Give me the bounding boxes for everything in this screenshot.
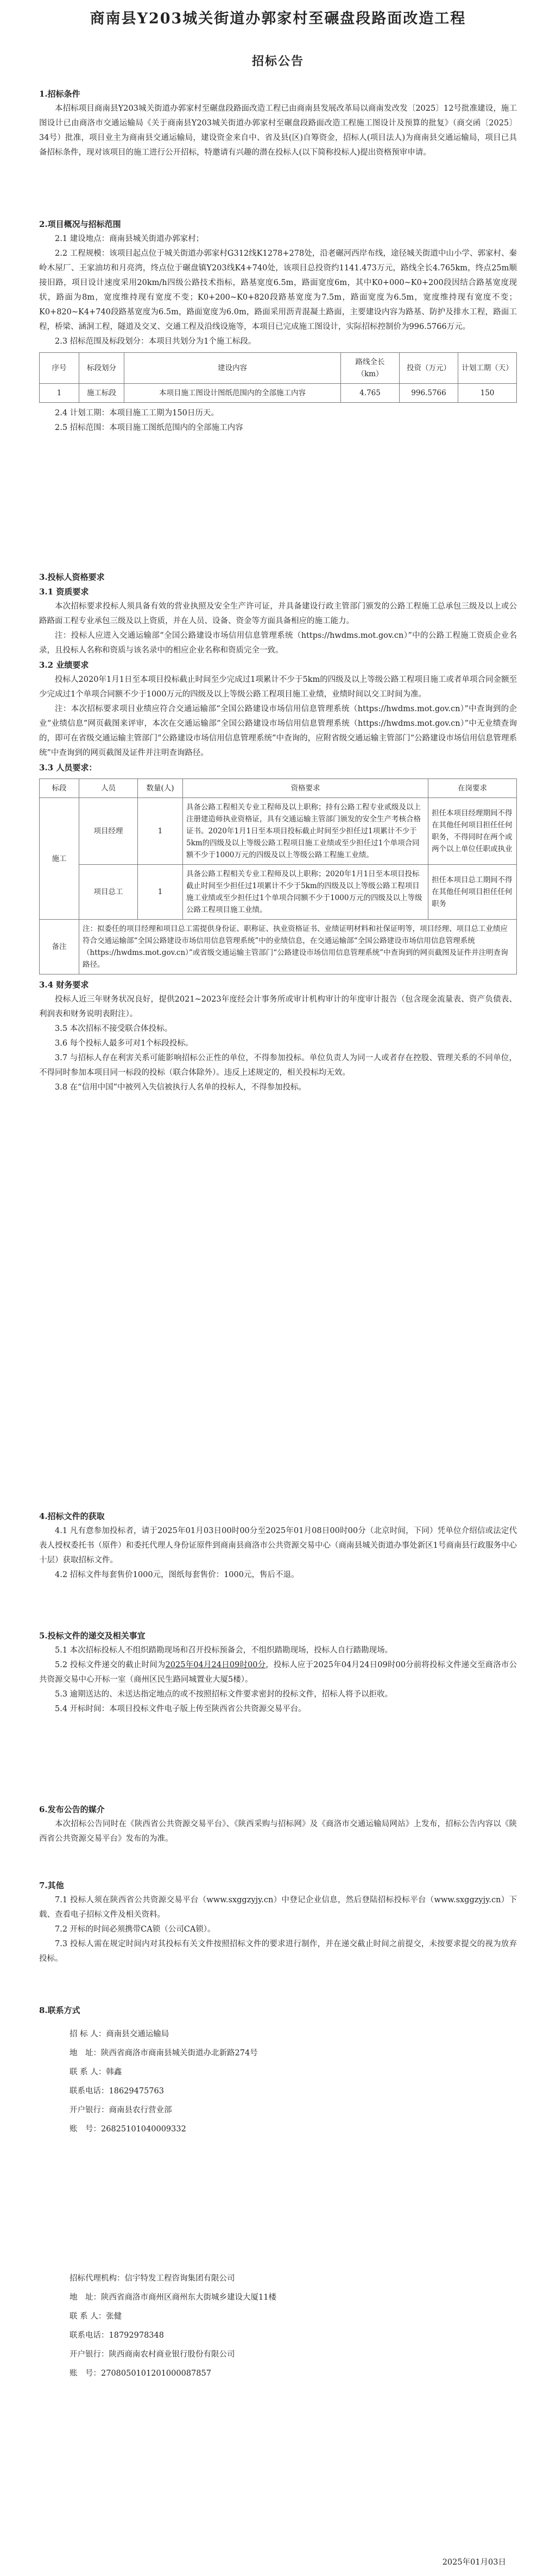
- paragraph: 7.3 投标人需在规定时间内对其投标有关文件按照招标文件的要求进行制作，并在递交截止时间之前提交，未按要求提交的视为放弃投标。: [39, 1940, 517, 1963]
- contact-line: 开户银行：商南县农行营业部: [70, 2106, 172, 2115]
- table-header: 在岗要求: [428, 779, 517, 798]
- section-6: [39, 1802, 517, 1846]
- table-cell: 施工: [40, 798, 79, 920]
- text-span: 5.2 投标文件递交的截止时间为: [55, 1661, 166, 1669]
- table-header: 标段: [40, 779, 79, 798]
- table-cell: 4.765: [341, 384, 400, 403]
- contact-line: 地 址：陕西省商洛市商南县城关街道办北新路274号: [70, 2049, 258, 2058]
- table-cell: 注：拟委任的项目经理和项目总工需提供身份证、职称证、执业资格证书、业绩证明材料和社保证明等，项目经理、项目总工业绩应符合交通运输部“全国公路建设市场信用信息管理系统”中的业绩信息，在交通运输部“全国公路建设市场信用信息管理系统（https://hwdms.mot.gov.cn）”或省级交通运输主管部门“公路建设市场信用信息管理系统”中查询到的网页截图及证件并注明查询路径。: [79, 920, 517, 974]
- table-header: 资格要求: [183, 779, 428, 798]
- table-cell: 150: [458, 384, 517, 403]
- table-header: 投资（万元）: [400, 353, 458, 384]
- page-title: 商南县Y203城关街道办郭家村至碾盘段路面改造工程: [90, 10, 466, 27]
- table-cell: 担任本项目经理期间不得在其他任何项目担任任何职务，不得同时在两个或两个以上单位任职或执业: [428, 798, 517, 865]
- section-2: [39, 217, 517, 435]
- contact-line: 招标代理机构：信宇特发工程咨询集团有限公司: [70, 2274, 235, 2283]
- section-5: [39, 1629, 517, 1717]
- paragraph: 投标人2020年1月1日至本项目投标截止时间至少完成过1项累计不少于5km的四级及以上等级公路工程项目施工或者单项合同金额至少完成过1个单项合同额不少于1000万元的四级及以上等级公路工程项目施工业绩，业绩时间以交工时间为准。: [39, 675, 517, 699]
- table-header-row: [40, 353, 517, 384]
- paragraph: 2.1 建设地点：商南县城关街道办郭家村；: [55, 235, 204, 243]
- paragraph: 5.1 本次招标投标人不组织踏勘现场和召开投标预备会，不组织踏勘现场，投标人自行踏勘现场。: [55, 1646, 393, 1655]
- paragraph: 投标人近三年财务状况良好，提供2021~2023年度经会计事务所或审计机构审计的年度审计报告（包含现金流量表、资产负债表、利润表和财务说明表附注）。: [39, 995, 517, 1018]
- contact-line: 联 系 人：张健: [70, 2312, 122, 2321]
- paragraph: 3.8 在“信用中国”中被列入失信被执行人名单的投标人，不得参加投标。: [55, 1083, 306, 1092]
- table-cell: 施工标段: [79, 384, 124, 403]
- table-cell: 1: [40, 384, 79, 403]
- paragraph: 5.4 开标时间：本项目投标文件电子版上传至陕西省公共资源交易平台。: [55, 1705, 306, 1713]
- section-heading: 5.投标文件的递交及相关事宜: [39, 1631, 146, 1641]
- paragraph: 7.2 开标的时间必须携带CA锁（公司CA锁）。: [55, 1925, 216, 1934]
- paragraph: 4.2 招标文件每套售价1000元，图纸每套售价：1000元，售后不退。: [55, 1571, 299, 1579]
- contact-line: 联系电话：18629475763: [70, 2087, 164, 2096]
- table-cell: 具备公路工程相关专业工程师及以上职称；持有公路工程专业贰级及以上注册建造师执业资格证，具有交通运输主管部门颁发的安全生产考核合格证书。2020年1月1日至本项目投标截止时间至少担任过1项累计不少于5km的四级及以上等级公路工程项目施工业绩或至少担任过1个单项合同额不少于1000万元的四级及以上等级公路工程施工业绩。: [183, 798, 428, 865]
- table-header-row: [40, 779, 517, 798]
- section-heading: 8.联系方式: [39, 2005, 80, 2015]
- section-4: [39, 1509, 517, 1583]
- table-cell: 项目经理: [79, 798, 138, 865]
- text-span: ，投标人应于2025年04月24日09时00分前将投标文件递交至商洛市公共资源交易中心开标一室（商州区民生路同城置业大厦5楼）。: [39, 1661, 517, 1684]
- section-heading: 3.投标人资格要求: [39, 572, 105, 582]
- table-header: 标段划分: [79, 353, 124, 384]
- paragraph: 2.5 招标范围：本项目施工图纸范围内的全部施工内容: [55, 423, 243, 432]
- section-heading: 7.其他: [39, 1881, 64, 1890]
- contact-line: 开户银行：陕西商南农村商业银行股份有限公司: [70, 2350, 235, 2359]
- table-header: 序号: [40, 353, 79, 384]
- sub-heading: 3.3 人员要求：: [39, 763, 97, 773]
- table-cell: 本项目施工图设计图纸范围内的全部施工内容: [124, 384, 341, 403]
- section-heading: 1.招标条件: [39, 89, 80, 99]
- table-header: 数量(人): [138, 779, 183, 798]
- table-header: 建设内容: [124, 353, 341, 384]
- paragraph: [39, 1658, 517, 1687]
- agent-contact: [70, 2269, 504, 2383]
- table-row: [40, 798, 517, 865]
- personnel-table: [39, 779, 517, 974]
- sub-heading: 3.1 资质要求: [39, 587, 89, 597]
- contact-line: 账 号：26825101040009332: [70, 2125, 186, 2134]
- table-cell: 1: [138, 798, 183, 865]
- table-cell: 996.5766: [400, 384, 458, 403]
- contact-line: 联 系 人：韩鑫: [70, 2068, 122, 2077]
- deadline-text: 2025年04月24日09时00分: [165, 1661, 266, 1669]
- paragraph: 4.1 凡有意参加投标者，请于2025年01月03日00时00分至2025年01月08日00时00分（北京时间，下同）凭单位介绍信或法定代表人授权委托书（原件）和委托代理人身份证原件到商南县商洛市公共资源交易中心（商南县城关街道办事处新区1号商南县行政服务中心十层）获取招标文件。: [39, 1527, 517, 1565]
- paragraph: 3.5 本次招标不接受联合体投标。: [55, 1024, 173, 1033]
- table-header: 人员: [79, 779, 138, 798]
- paragraph: 7.1 投标人须在陕西省公共资源交易平台（www.sxggzyjy.cn）中登记企业信息，然后登陆招标投标平台（www.sxggzyjy.cn）下载、查看电子招标文件及相关资料。: [39, 1896, 517, 1919]
- table-header: 计划工期（天）: [458, 353, 517, 384]
- sub-heading: 3.2 业绩要求: [39, 660, 89, 670]
- tenderer-contact: [70, 2025, 504, 2139]
- page-subtitle: 招标公告: [251, 54, 304, 68]
- table-cell: 项目总工: [79, 865, 138, 920]
- paragraph: 5.3 逾期送达的、未送达指定地点的或不按照招标文件要求密封的投标文件，招标人将予以拒收。: [55, 1690, 393, 1699]
- section-heading: 6.发布公告的媒介: [39, 1805, 105, 1814]
- table-header: 路线全长（km）: [341, 353, 400, 384]
- section-1: [39, 87, 517, 160]
- table-cell: 具备公路工程相关专业工程师及以上职称；2020年1月1日至本项目投标截止时间至少担任过1项累计不少于5km的四级及以上等级公路工程项目施工业绩或至少担任过1个单项合同额不少于1000万元的四级及以上等级公路工程项目施工业绩。: [183, 865, 428, 920]
- paragraph: 2.2 工程规模：该项目起点位于城关街道办郭家村G312线K1278+278处，沿老碾河西岸布线，途径城关街道中山小学、郭家村、秦岭木屋厂、王家油坊和月亮湾，终点位于碾盘镇Y203线K4+740处，该项目总投资约1141.473万元，路线全长4.765km，终点25m顺接旧路，项目设计速度采用20km/h四级公路技术指标，路基宽度6.5m，路面宽度6m，其中K0+000~K0+200段因结合路基宽度现状，路面为8m，宽度维持现有宽度不变；K0+200~K0+820段路基宽度为7.5m，路面宽度为6.5m，宽度维持现有宽度不变；K0+820~K4+740段路基宽度为6.5m，路面宽度为6.0m，路面采用沥青混凝土路面，主要建设内容为路基、防护及排水工程，路面工程，桥梁、涵洞工程，隧道及交叉、交通工程及沿线设施等，本项目已完成施工图设计，实际招标控制价为996.5766万元。: [39, 249, 517, 331]
- section-table: [39, 352, 517, 403]
- table-cell: 备注: [40, 920, 79, 974]
- table-cell: 1: [138, 865, 183, 920]
- paragraph: 2.4 计划工期：本项目施工工期为150日历天。: [55, 409, 219, 417]
- contact-line: 联系电话：18792978348: [70, 2331, 164, 2340]
- sub-heading: 3.4 财务要求: [39, 980, 89, 990]
- table-cell: 担任本项目总工期间不得在其他任何项目担任任何职务: [428, 865, 517, 920]
- contact-line: 账 号：2708050101201000087857: [70, 2369, 211, 2378]
- announcement-date: 2025年01月03日: [442, 2558, 506, 2567]
- section-8: [39, 2003, 517, 2018]
- section-3: [39, 570, 517, 1095]
- section-7: [39, 1878, 517, 1966]
- paragraph: 注：本次招标要求项目业绩应符合交通运输部“全国公路建设市场信用信息管理系统（https://hwdms.mot.gov.cn）”中查询到的企业“业绩信息”网页截图来评审，本次在交通运输部“全国公路建设市场信用信息管理系统（https://hwdms.mot.gov.cn）”中无业绩查询的，即可在省级交通运输主管部门“公路建设市场信用信息管理系统”中查询的，应附省级交通运输主管部门“公路建设市场信用信息管理系统”中查询到的网页截图及证件并注明查询路径。: [39, 705, 517, 757]
- table-row: [40, 920, 517, 974]
- paragraph: 2.3 招标范围及标段划分：本项目共划分为1个施工标段。: [55, 337, 256, 346]
- paragraph: 3.7 与招标人存在利害关系可能影响招标公正性的单位，不得参加投标。单位负责人为同一人或者存在控股、管理关系的不同单位，不得同时参加本项目同一标段的投标（联合体除外）。违反上述规定的，相关投标均无效。: [39, 1054, 517, 1077]
- paragraph: 注：投标人应进入交通运输部“全国公路建设市场信用信息管理系统（https://hwdms.mot.gov.cn）”中的公路工程施工资质企业名录，且投标人名称和资质与该名录中的相应企业名称和资质完全一致。: [39, 631, 517, 655]
- section-heading: 2.项目概况与招标范围: [39, 219, 121, 229]
- paragraph: 3.6 每个投标人最多可对1个标段投标。: [55, 1039, 193, 1048]
- paragraph: 本次招标公告同时在《陕西省公共资源交易平台》、《陕西采购与招标网》及《商洛市交通运输局网站》上发布，招标公告内容以《陕西省公共资源交易平台》发布的为准。: [39, 1820, 517, 1843]
- table-row: [40, 384, 517, 403]
- paragraph: 本次招标要求投标人须具备有效的营业执照及安全生产许可证，并具备建设行政主管部门颁发的公路工程施工总承包三级及以上或公路路面工程专业承包三级及以上资质，并在人员、设备、资金等方面具备相应的施工能力。: [39, 602, 517, 625]
- paragraph: 本招标项目商南县Y203城关街道办郭家村至碾盘段路面改造工程已由商南县发展改革局以商南发改发〔2025〕12号批准建设，施工图设计已由商洛市交通运输局《关于商南县Y203城关街道办郭家村至碾盘段路面改造工程施工图设计及预算的批复》（商交函〔2025〕34号）批准，项目业主为商南县交通运输局，建设资金来自中、省及县(区)自筹资金，招标人(项目法人)为商南县交通运输局，项目已具备招标条件，现对该项目的施工进行公开招标，特邀请有兴趣的潜在投标人(以下简称投标人)提出资格预审申请。: [39, 104, 517, 157]
- contact-line: 地 址：陕西省商洛市商州区商州东大街城乡建设大厦11楼: [70, 2293, 276, 2302]
- contact-line: 招 标 人：商南县交通运输局: [70, 2030, 169, 2039]
- section-heading: 4.招标文件的获取: [39, 1511, 105, 1521]
- table-row: [40, 865, 517, 920]
